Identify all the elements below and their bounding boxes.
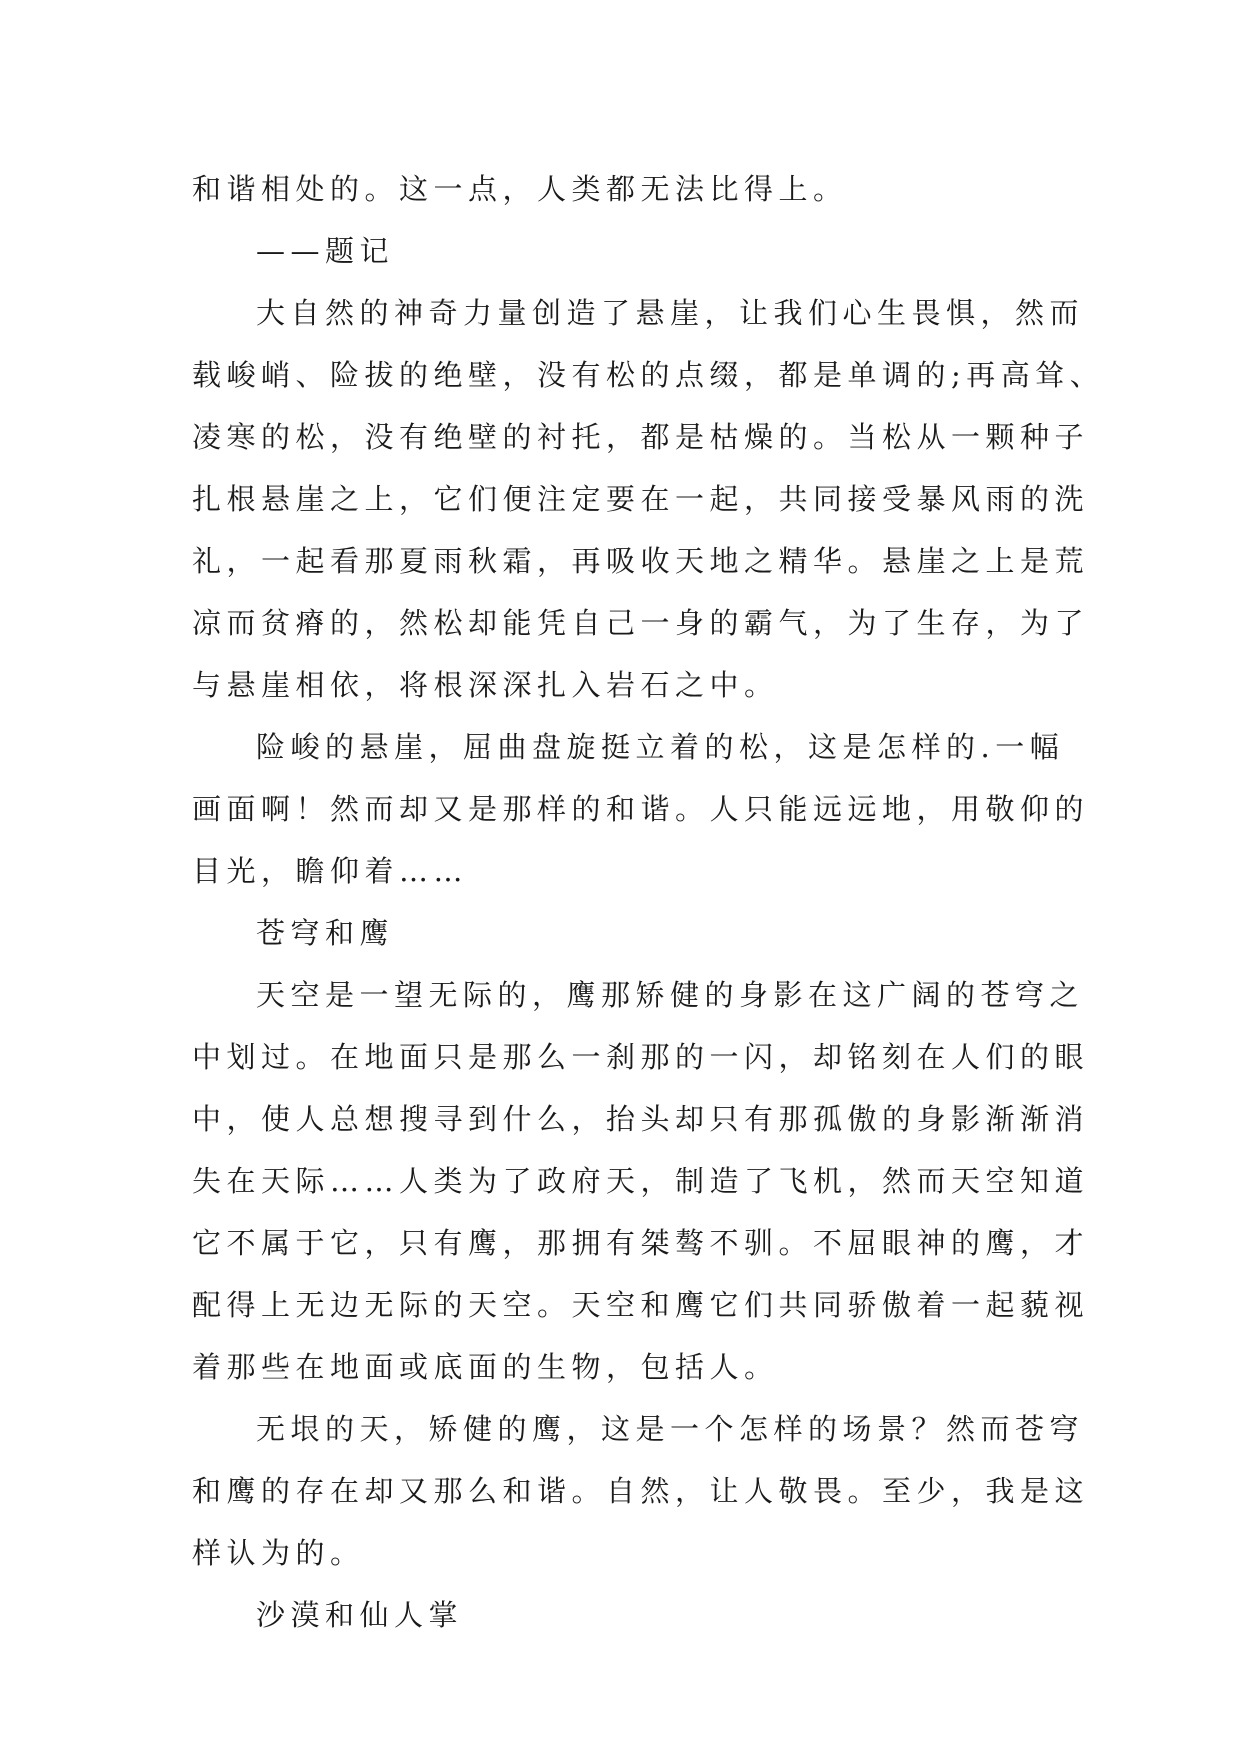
text-line: 凉而贫瘠的，然松却能凭自己一身的霸气，为了生存，为了 bbox=[192, 606, 1090, 640]
text-line: 苍穹和鹰 bbox=[256, 916, 395, 950]
text-line: ——题记 bbox=[256, 234, 395, 268]
text-line: 它不属于它，只有鹰，那拥有桀骜不驯。不屈眼神的鹰，才 bbox=[192, 1226, 1090, 1260]
text-line: 和谐相处的。这一点，人类都无法比得上。 bbox=[192, 172, 848, 206]
text-line: 中，使人总想搜寻到什么，抬头却只有那孤傲的身影渐渐消 bbox=[192, 1102, 1090, 1136]
text-line: 险峻的悬崖，屈曲盘旋挺立着的松，这是怎样的.一幅 bbox=[256, 730, 1065, 764]
text-line: 沙漠和仙人掌 bbox=[256, 1598, 464, 1632]
text-line: 礼，一起看那夏雨秋霜，再吸收天地之精华。悬崖之上是荒 bbox=[192, 544, 1090, 578]
text-line: 大自然的神奇力量创造了悬崖，让我们心生畏惧，然而 bbox=[256, 296, 1085, 330]
text-line: 和鹰的存在却又那么和谐。自然，让人敬畏。至少，我是这 bbox=[192, 1474, 1090, 1508]
text-line: 配得上无边无际的天空。天空和鹰它们共同骄傲着一起藐视 bbox=[192, 1288, 1090, 1322]
text-line: 与悬崖相依，将根深深扎入岩石之中。 bbox=[192, 668, 779, 702]
text-line: 无垠的天，矫健的鹰，这是一个怎样的场景？然而苍穹 bbox=[256, 1412, 1085, 1446]
text-line: 失在天际……人类为了政府天，制造了飞机，然而天空知道 bbox=[192, 1164, 1090, 1198]
text-line: 凌寒的松，没有绝壁的衬托，都是枯燥的。当松从一颗种子 bbox=[192, 420, 1090, 454]
text-line: 画面啊！然而却又是那样的和谐。人只能远远地，用敬仰的 bbox=[192, 792, 1090, 826]
text-line: 目光，瞻仰着…… bbox=[192, 854, 469, 888]
text-line: 着那些在地面或底面的生物，包括人。 bbox=[192, 1350, 779, 1384]
document-body bbox=[192, 158, 1105, 1646]
text-line: 中划过。在地面只是那么一刹那的一闪，却铭刻在人们的眼 bbox=[192, 1040, 1090, 1074]
text-line: 载峻峭、险拔的绝壁，没有松的点缀，都是单调的;再高耸、 bbox=[192, 358, 1105, 392]
text-line: 扎根悬崖之上，它们便注定要在一起，共同接受暴风雨的洗 bbox=[192, 482, 1090, 516]
text-line: 样认为的。 bbox=[192, 1536, 365, 1570]
text-line: 天空是一望无际的，鹰那矫健的身影在这广阔的苍穹之 bbox=[256, 978, 1085, 1012]
